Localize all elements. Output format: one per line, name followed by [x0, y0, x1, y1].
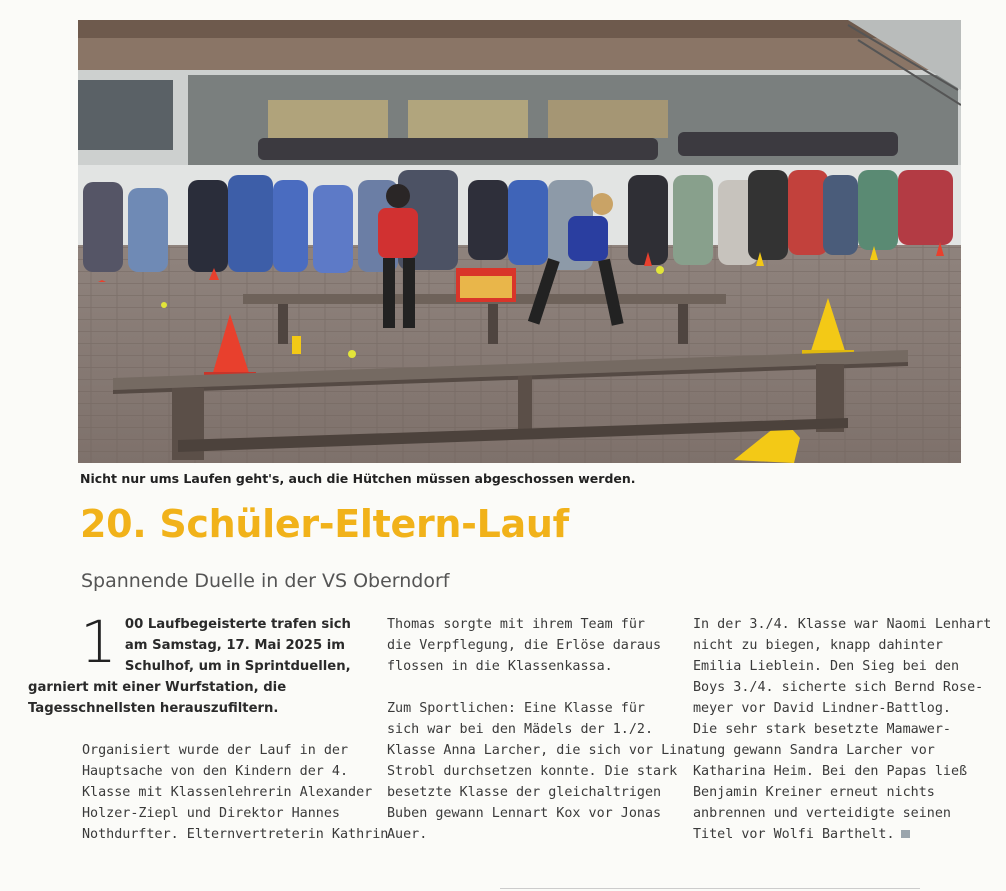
body-line: Emilia Lieblein. Den Sieg bei den: [693, 659, 960, 674]
body-paragraph: [693, 614, 992, 845]
body-line: anbrennen und verteidigte seinen: [693, 806, 951, 821]
body-line: Thomas sorgte mit ihrem Team für: [387, 617, 645, 632]
body-line: meyer vor David Lindner-Battlog.: [693, 701, 951, 716]
page-bottom-rule: [500, 888, 920, 889]
body-paragraph: [387, 698, 694, 845]
article-subheadline: Spannende Duelle in der VS Oberndorf: [81, 570, 450, 592]
body-line: Zum Sportlichen: Eine Klasse für: [387, 701, 645, 716]
body-line: Auer.: [387, 827, 428, 842]
body-line: Hauptsache von den Kindern der 4.: [82, 764, 349, 779]
body-line: In der 3./4. Klasse war Naomi Lenhart: [693, 617, 992, 632]
body-line: Katharina Heim. Bei den Papas ließ: [693, 764, 968, 779]
body-line: Benjamin Kreiner erneut nichts: [693, 785, 935, 800]
article-column-1: [28, 608, 389, 866]
lead-line: garniert mit einer Wurfstation, die: [28, 680, 287, 695]
body-paragraph: [387, 614, 667, 677]
article-column-3: [693, 614, 992, 866]
body-line-last: [693, 824, 983, 845]
article-photo: [78, 20, 961, 463]
lead-line: 00 Laufbegeisterte trafen sich: [124, 617, 351, 632]
body-line: Strobl durchsetzen konnte. Die stark: [387, 764, 678, 779]
lead-paragraph: [28, 608, 372, 719]
body-line: Die sehr stark besetzte Mamawer-: [693, 722, 951, 737]
body-line: Organisiert wurde der Lauf in der: [82, 743, 349, 758]
article-column-2: [387, 614, 694, 866]
body-line-text: Titel vor Wolfi Barthelt.: [693, 827, 895, 842]
body-line: die Verpflegung, die Erlöse daraus: [387, 638, 662, 653]
body-line: Holzer-Ziepl und Direktor Hannes: [82, 806, 340, 821]
end-of-article-icon: [901, 830, 910, 838]
lead-line: am Samstag, 17. Mai 2025 im: [124, 638, 346, 653]
schoolyard-photo: [78, 20, 961, 463]
body-line: Klasse mit Klassenlehrerin Alexander: [82, 785, 373, 800]
body-line: sich war bei den Mädels der 1./2.: [387, 722, 654, 737]
photo-caption: Nicht nur ums Laufen geht's, auch die Hütchen müssen abgeschossen werden.: [80, 471, 636, 486]
drop-cap: 1: [80, 608, 117, 676]
article-headline: 20. Schüler-Eltern-Lauf: [80, 502, 569, 546]
body-line: nicht zu biegen, knapp dahinter: [693, 638, 943, 653]
body-line: Klasse Anna Larcher, die sich vor Lina: [387, 743, 694, 758]
body-line: besetzte Klasse der gleichaltrigen: [387, 785, 662, 800]
body-paragraph: [82, 740, 389, 845]
lead-line: Schulhof, um in Sprintduellen,: [124, 659, 351, 674]
body-line: Boys 3./4. sicherte sich Bernd Rose-: [693, 680, 984, 695]
body-line: Nothdurfter. Elternvertreterin Kathrin: [82, 827, 389, 842]
body-line: Buben gewann Lennart Kox vor Jonas: [387, 806, 662, 821]
body-line: flossen in die Klassenkassa.: [387, 659, 613, 674]
lead-line: Tagesschnellsten herauszufiltern.: [28, 701, 279, 716]
body-line: tung gewann Sandra Larcher vor: [693, 743, 935, 758]
